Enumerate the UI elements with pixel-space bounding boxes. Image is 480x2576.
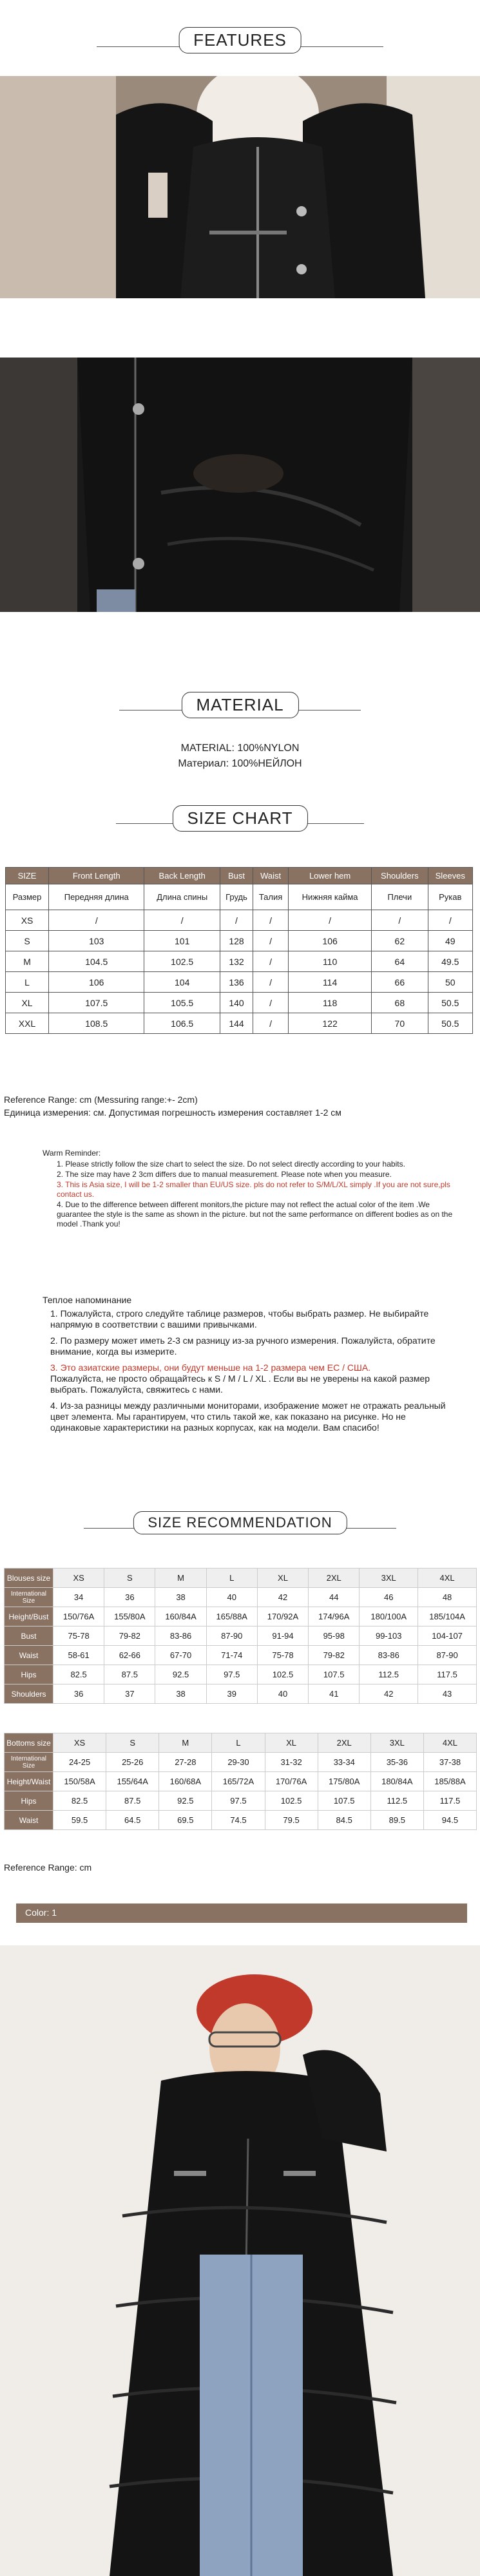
bottoms-cell: 74.5 [212, 1811, 265, 1830]
size-chart-title: SIZE CHART [172, 805, 307, 832]
blouses-cell: 46 [360, 1588, 418, 1607]
bottoms-cell: 160/68A [159, 1772, 212, 1791]
blouses-cell: 165/88A [206, 1607, 257, 1627]
reminder-item-ru: 3. Это азиатские размеры, они будут меньше на 1-2 размера чем ЕС / США. [50, 1362, 371, 1373]
bottoms-cell: 150/58A [53, 1772, 106, 1791]
size-chart-cell: / [253, 972, 289, 993]
blouses-cell: 87.5 [104, 1665, 155, 1684]
size-chart-cell: / [253, 1013, 289, 1034]
blouses-cell: 36 [53, 1684, 104, 1704]
size-chart-cell: 66 [372, 972, 428, 993]
blouses-cell: 83-86 [155, 1627, 206, 1646]
size-chart-cell: 114 [289, 972, 372, 993]
warm-reminder [43, 1149, 455, 1230]
size-chart-cell: / [220, 910, 253, 931]
blouses-cell: 75-78 [257, 1646, 308, 1665]
blouses-cell: 38 [155, 1588, 206, 1607]
blouses-row [5, 1684, 477, 1704]
size-chart-row [6, 1013, 473, 1034]
bottoms-cell: 82.5 [53, 1791, 106, 1811]
blouses-cell: 58-61 [53, 1646, 104, 1665]
blouses-cell: 174/96A [309, 1607, 360, 1627]
bottoms-cell: 69.5 [159, 1811, 212, 1830]
size-chart-cell: S [6, 931, 49, 951]
bottoms-cell: 155/64A [106, 1772, 159, 1791]
bottoms-cell: 31-32 [265, 1753, 318, 1772]
bottoms-cell: 112.5 [370, 1791, 423, 1811]
col-header-ru: Размер [6, 884, 49, 910]
size-chart-header-row-en [6, 868, 473, 884]
col-header: Front Length [49, 868, 144, 884]
blouses-cell: 39 [206, 1684, 257, 1704]
col-header: Shoulders [372, 868, 428, 884]
size-chart-cell: 104 [144, 972, 220, 993]
warm-reminder-ru [43, 1295, 455, 1438]
blouses-cell: 87-90 [418, 1646, 477, 1665]
color-label-bar: Color: 1 [16, 1903, 467, 1923]
blouses-cell: 79-82 [309, 1646, 360, 1665]
size-chart-cell: 62 [372, 931, 428, 951]
material-line-en: MATERIAL: 100%NYLON [180, 743, 300, 754]
bottoms-cell: 59.5 [53, 1811, 106, 1830]
warm-reminder-heading: Warm Reminder: [43, 1149, 101, 1158]
features-title: FEATURES [178, 27, 302, 53]
blouses-cell: 160/84A [155, 1607, 206, 1627]
size-chart-table [5, 867, 473, 1034]
bottoms-cell: Hips [5, 1791, 53, 1811]
bottoms-cell: International Size [5, 1753, 53, 1772]
blouses-cell: 150/76A [53, 1607, 104, 1627]
size-chart-cell: / [253, 910, 289, 931]
reminder-item-ru: Пожалуйста, не просто обращайтесь к S / M / L / XL . Если вы не уверены на какой размер выбрать. Пожалуйста, свяжитесь с нами. [50, 1373, 430, 1395]
bottoms-cell: 24-25 [53, 1753, 106, 1772]
bottoms-header-cell: 4XL [423, 1733, 476, 1753]
bottoms-row [5, 1753, 477, 1772]
bottoms-cell: 165/72A [212, 1772, 265, 1791]
blouses-cell: 107.5 [309, 1665, 360, 1684]
blouses-cell: Height/Bust [5, 1607, 53, 1627]
blouses-cell: 82.5 [53, 1665, 104, 1684]
blouses-cell: 79-82 [104, 1627, 155, 1646]
blouses-cell: 170/92A [257, 1607, 308, 1627]
blouses-cell: 97.5 [206, 1665, 257, 1684]
size-chart-cell: 118 [289, 993, 372, 1013]
bottoms-header-cell: L [212, 1733, 265, 1753]
bottoms-header-cell: XL [265, 1733, 318, 1753]
col-header-ru: Нижняя кайма [289, 884, 372, 910]
bottoms-cell: 29-30 [212, 1753, 265, 1772]
size-chart-cell: 136 [220, 972, 253, 993]
reminder-item: 2. The size may have 2 3cm differs due to manual measurement. Please note when you measure. [57, 1170, 392, 1179]
size-chart-cell: 105.5 [144, 993, 220, 1013]
blouses-header-row [5, 1569, 477, 1588]
product-photo-collar [0, 76, 480, 298]
size-chart-cell: 49.5 [428, 951, 472, 972]
bottoms-cell: 64.5 [106, 1811, 159, 1830]
blouses-cell: 67-70 [155, 1646, 206, 1665]
reminder-item-ru: 2. По размеру может иметь 2-3 см разницу из-за ручного измерения. Пожалуйста, обратите внимание, когда вы измерите. [50, 1335, 436, 1357]
blouses-cell: 42 [360, 1684, 418, 1704]
size-chart-row [6, 993, 473, 1013]
bottoms-cell: 89.5 [370, 1811, 423, 1830]
size-chart-cell: 106 [49, 972, 144, 993]
blouses-row [5, 1627, 477, 1646]
size-chart-reference [4, 1093, 341, 1119]
size-chart-cell: 68 [372, 993, 428, 1013]
blouses-cell: 95-98 [309, 1627, 360, 1646]
bottoms-cell: 180/84A [370, 1772, 423, 1791]
blouses-cell: 48 [418, 1588, 477, 1607]
bottoms-cell: 185/88A [423, 1772, 476, 1791]
blouses-row [5, 1588, 477, 1607]
col-header-ru: Передняя длина [49, 884, 144, 910]
size-chart-cell: 106.5 [144, 1013, 220, 1034]
col-header: Back Length [144, 868, 220, 884]
blouses-cell: 40 [206, 1588, 257, 1607]
material-header [0, 691, 480, 723]
blouses-cell: 185/104A [418, 1607, 477, 1627]
size-chart-cell: 101 [144, 931, 220, 951]
bottoms-header-cell: 2XL [318, 1733, 370, 1753]
blouses-cell: 112.5 [360, 1665, 418, 1684]
bottoms-size-table [4, 1733, 477, 1830]
col-header: Waist [253, 868, 289, 884]
blouses-row [5, 1607, 477, 1627]
size-chart-cell: 103 [49, 931, 144, 951]
blouses-cell: 102.5 [257, 1665, 308, 1684]
warm-reminder-heading-ru: Теплое напоминание [43, 1295, 132, 1305]
size-chart-cell: / [372, 910, 428, 931]
bottoms-cell: 27-28 [159, 1753, 212, 1772]
reference-en: Reference Range: cm (Messuring range:+- 2cm) [4, 1094, 198, 1105]
blouses-cell: 91-94 [257, 1627, 308, 1646]
material-info [0, 741, 480, 772]
blouses-header-cell: 2XL [309, 1569, 360, 1588]
size-chart-cell: 50.5 [428, 1013, 472, 1034]
size-chart-body [6, 910, 473, 1034]
blouses-header-cell: S [104, 1569, 155, 1588]
blouses-cell: 75-78 [53, 1627, 104, 1646]
blouses-cell: 36 [104, 1588, 155, 1607]
size-chart-row [6, 972, 473, 993]
blouses-cell: 180/100A [360, 1607, 418, 1627]
blouses-cell: Bust [5, 1627, 53, 1646]
bottoms-cell: 84.5 [318, 1811, 370, 1830]
size-chart-cell: 102.5 [144, 951, 220, 972]
reminder-item-ru: 4. Из-за разницы между различными мониторами, изображение может не отражать реальный цвет элемента. Мы гарантируем, что стиль такой же, как показано на рисунке. Но не одинаковые характеристики на разных корпусах, как на модели. Вам спасибо! [50, 1400, 446, 1433]
size-chart-row [6, 931, 473, 951]
bottoms-row [5, 1772, 477, 1791]
warm-reminder-list [43, 1159, 455, 1229]
material-title: MATERIAL [181, 692, 298, 718]
blouses-cell: 155/80A [104, 1607, 155, 1627]
blouses-cell: 62-66 [104, 1646, 155, 1665]
bottoms-cell: 94.5 [423, 1811, 476, 1830]
size-chart-cell: 50 [428, 972, 472, 993]
blouses-cell: Hips [5, 1665, 53, 1684]
size-chart-cell: / [289, 910, 372, 931]
bottoms-header-cell: M [159, 1733, 212, 1753]
col-header: Bust [220, 868, 253, 884]
blouses-cell: 83-86 [360, 1646, 418, 1665]
bottoms-header-row [5, 1733, 477, 1753]
col-header: Lower hem [289, 868, 372, 884]
col-header-ru: Грудь [220, 884, 253, 910]
size-chart-cell: 140 [220, 993, 253, 1013]
size-chart-cell: 122 [289, 1013, 372, 1034]
col-header-ru: Плечи [372, 884, 428, 910]
size-chart-cell: 104.5 [49, 951, 144, 972]
bottoms-cell: 35-36 [370, 1753, 423, 1772]
size-chart-cell: / [49, 910, 144, 931]
size-chart-header-row-ru [6, 884, 473, 910]
material-line-ru: Материал: 100%НЕЙЛОН [178, 758, 302, 769]
blouses-cell: 37 [104, 1684, 155, 1704]
bottoms-cell: 175/80A [318, 1772, 370, 1791]
bottoms-cell: 79.5 [265, 1811, 318, 1830]
size-rec-title: SIZE RECOMMENDATION [133, 1511, 347, 1534]
blouses-cell: 38 [155, 1684, 206, 1704]
blouses-cell: 92.5 [155, 1665, 206, 1684]
blouses-cell: 34 [53, 1588, 104, 1607]
reminder-item: 4. Due to the difference between different monitors,the picture may not reflect the actual color of the item .We guarantee the style is the same as shown in the picture. but not the same performance on different bodies as on the model .Thank you! [57, 1200, 453, 1228]
size-chart-cell: 64 [372, 951, 428, 972]
bottoms-header-cell: S [106, 1733, 159, 1753]
col-header-ru: Талия [253, 884, 289, 910]
blouses-row [5, 1665, 477, 1684]
bottoms-row [5, 1811, 477, 1830]
reminder-item-ru: 1. Пожалуйста, строго следуйте таблице размеров, чтобы выбрать размер. Не выбирайте напрямую в соответствии с вашими привычками. [50, 1308, 429, 1330]
blouses-header-cell: 4XL [418, 1569, 477, 1588]
blouses-cell: 104-107 [418, 1627, 477, 1646]
blouses-header-cell: M [155, 1569, 206, 1588]
features-header [0, 24, 480, 57]
bottoms-cell: 37-38 [423, 1753, 476, 1772]
blouses-header-cell: XL [257, 1569, 308, 1588]
bottoms-row [5, 1791, 477, 1811]
blouses-cell: 117.5 [418, 1665, 477, 1684]
bottoms-cell: 117.5 [423, 1791, 476, 1811]
size-chart-cell: 49 [428, 931, 472, 951]
size-rec-header [0, 1509, 480, 1541]
blouses-cell: 99-103 [360, 1627, 418, 1646]
size-chart-cell: 50.5 [428, 993, 472, 1013]
blouses-row [5, 1646, 477, 1665]
reference-ru: Единица измерения: см. Допустимая погрешность измерения составляет 1-2 см [4, 1107, 341, 1118]
bottoms-cell: 102.5 [265, 1791, 318, 1811]
size-chart-header [0, 804, 480, 836]
size-chart-cell: XS [6, 910, 49, 931]
blouses-header-cell: L [206, 1569, 257, 1588]
bottoms-header-cell: 3XL [370, 1733, 423, 1753]
bottoms-cell: 97.5 [212, 1791, 265, 1811]
size-chart-cell: / [253, 993, 289, 1013]
blouses-cell: 41 [309, 1684, 360, 1704]
size-chart-cell: XXL [6, 1013, 49, 1034]
blouses-cell: Shoulders [5, 1684, 53, 1704]
bottoms-cell: 170/76A [265, 1772, 318, 1791]
bottoms-cell: 87.5 [106, 1791, 159, 1811]
blouses-cell: Waist [5, 1646, 53, 1665]
reminder-item: 1. Please strictly follow the size chart to select the size. Do not select directly according to your habits. [57, 1159, 405, 1169]
blouses-cell: International Size [5, 1588, 53, 1607]
col-header-ru: Длина спины [144, 884, 220, 910]
size-chart-cell: 128 [220, 931, 253, 951]
blouses-cell: 42 [257, 1588, 308, 1607]
size-chart-cell: L [6, 972, 49, 993]
bottoms-cell: 25-26 [106, 1753, 159, 1772]
size-chart-cell: 132 [220, 951, 253, 972]
blouses-cell: 43 [418, 1684, 477, 1704]
size-chart-cell: 108.5 [49, 1013, 144, 1034]
size-chart-row [6, 910, 473, 931]
size-chart-cell: 106 [289, 931, 372, 951]
size-chart-cell: 107.5 [49, 993, 144, 1013]
size-chart-cell: / [253, 951, 289, 972]
blouses-header-cell: Blouses size [5, 1569, 53, 1588]
bottoms-cell: 107.5 [318, 1791, 370, 1811]
blouses-cell: 40 [257, 1684, 308, 1704]
bottoms-cell: 92.5 [159, 1791, 212, 1811]
size-chart-cell: XL [6, 993, 49, 1013]
bottoms-cell: Height/Waist [5, 1772, 53, 1791]
size-chart-cell: M [6, 951, 49, 972]
size-chart-cell: / [253, 931, 289, 951]
bottoms-cell: 33-34 [318, 1753, 370, 1772]
size-rec-reference: Reference Range: cm [4, 1862, 92, 1873]
blouses-header-cell: 3XL [360, 1569, 418, 1588]
warm-reminder-list-ru [43, 1308, 455, 1433]
blouses-cell: 87-90 [206, 1627, 257, 1646]
blouses-cell: 44 [309, 1588, 360, 1607]
size-chart-cell: 70 [372, 1013, 428, 1034]
col-header: SIZE [6, 868, 49, 884]
reminder-item: 3. This is Asia size, I will be 1-2 smaller than EU/US size. pls do not refer to S/M/L/XL simply .If you are not sure,pls contact us. [57, 1180, 450, 1199]
model-photo [0, 1945, 480, 2576]
col-header-ru: Рукав [428, 884, 472, 910]
bottoms-cell: Waist [5, 1811, 53, 1830]
blouses-size-table [4, 1568, 477, 1704]
product-photo-pocket [0, 358, 480, 612]
bottoms-header-cell: Bottoms size [5, 1733, 53, 1753]
blouses-cell: 71-74 [206, 1646, 257, 1665]
size-chart-cell: / [144, 910, 220, 931]
size-chart-cell: 110 [289, 951, 372, 972]
size-chart-cell: / [428, 910, 472, 931]
bottoms-header-cell: XS [53, 1733, 106, 1753]
size-chart-cell: 144 [220, 1013, 253, 1034]
blouses-header-cell: XS [53, 1569, 104, 1588]
col-header: Sleeves [428, 868, 472, 884]
size-chart-row [6, 951, 473, 972]
